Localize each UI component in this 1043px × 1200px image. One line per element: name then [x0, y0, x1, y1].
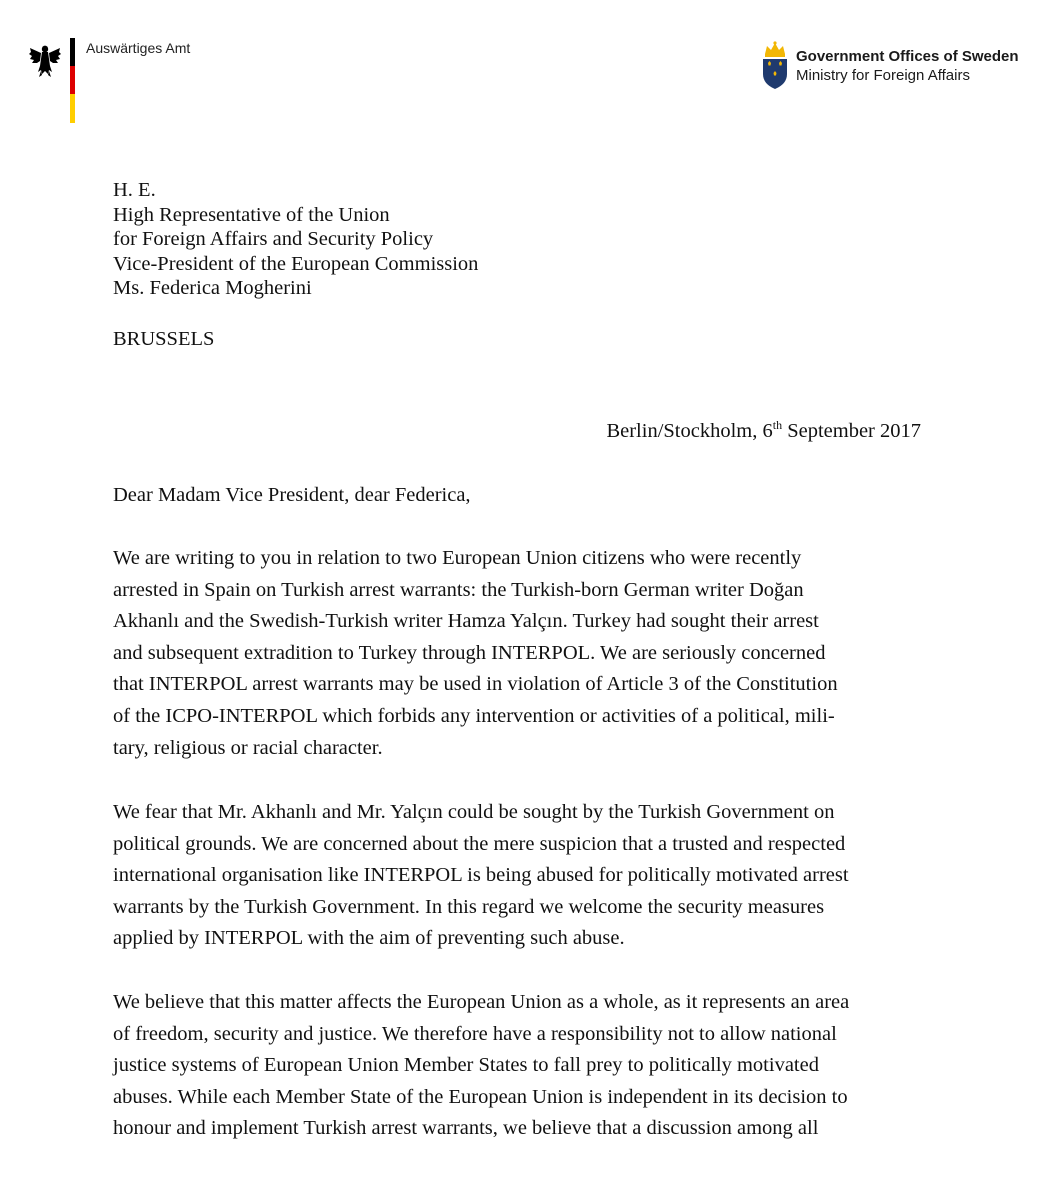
paragraph-line: We fear that Mr. Akhanlı and Mr. Yalçın could be sought by the Turkish Government on: [113, 801, 835, 823]
paragraph-line: warrants by the Turkish Government. In this regard we welcome the security measures: [113, 895, 825, 918]
body-paragraph-3: [113, 987, 893, 1145]
paragraph-line: honour and implement Turkish arrest warrants, we believe that a discussion among all: [113, 1117, 819, 1140]
swedish-government-name: Government Offices of Sweden: [796, 48, 1019, 65]
swedish-government-header: [760, 40, 1030, 96]
dateline-ordinal: th: [772, 418, 783, 432]
german-flag-bar: [70, 38, 75, 123]
paragraph-line: of freedom, security and justice. We therefore have a responsibility not to allow national: [113, 1022, 837, 1045]
recipient-address: [113, 178, 478, 301]
paragraph-line: We believe that this matter affects the European Union as a whole, as it represents an area: [113, 991, 850, 1013]
body-paragraph-2: [113, 797, 893, 955]
paragraph-line: abuses. While each Member State of the European Union is independent in its decision to: [113, 1085, 848, 1108]
paragraph-line: Akhanlı and the Swedish-Turkish writer Hamza Yalçın. Turkey had sought their arrest: [113, 610, 819, 633]
paragraph-line: arrested in Spain on Turkish arrest warrants: the Turkish-born German writer Doğan: [113, 578, 804, 601]
paragraph-line: justice systems of European Union Member States to fall prey to politically motivated: [113, 1054, 819, 1077]
german-ministry-name: Auswärtiges Amt: [86, 40, 191, 56]
salutation: Dear Madam Vice President, dear Federica,: [113, 484, 471, 506]
paragraph-line: political grounds. We are concerned about the mere suspicion that a trusted and respected: [113, 832, 846, 855]
address-line: H. E.: [113, 179, 156, 201]
paragraph-line: We are writing to you in relation to two European Union citizens who were recently: [113, 547, 802, 569]
german-foreign-office-header: [28, 38, 248, 128]
flag-stripe-red: [70, 66, 75, 94]
address-line: Vice-President of the European Commission: [113, 252, 479, 275]
dateline-suffix: September 2017: [782, 420, 921, 442]
address-line: Ms. Federica Mogherini: [113, 277, 312, 299]
paragraph-line: that INTERPOL arrest warrants may be used in violation of Article 3 of the Constitution: [113, 673, 838, 696]
swedish-ministry-name: Ministry for Foreign Affairs: [796, 67, 970, 84]
dateline-prefix: Berlin/Stockholm, 6: [606, 420, 773, 442]
paragraph-line: of the ICPO-INTERPOL which forbids any intervention or activities of a political, mili-: [113, 704, 835, 727]
paragraph-line: and subsequent extradition to Turkey through INTERPOL. We are seriously concerned: [113, 641, 826, 664]
body-paragraph-1: [113, 543, 893, 764]
flag-stripe-gold: [70, 94, 75, 123]
paragraph-line: applied by INTERPOL with the aim of preventing such abuse.: [113, 927, 625, 950]
address-line: High Representative of the Union: [113, 203, 390, 226]
swedish-coat-of-arms-icon: [760, 40, 790, 90]
paragraph-line: international organisation like INTERPOL is being abused for politically motivated arrest: [113, 864, 849, 887]
paragraph-line: tary, religious or racial character.: [113, 736, 383, 759]
federal-eagle-icon: [28, 42, 62, 78]
flag-stripe-black: [70, 38, 75, 66]
dateline: [606, 420, 921, 443]
address-line: for Foreign Affairs and Security Policy: [113, 228, 434, 250]
recipient-city: BRUSSELS: [113, 328, 215, 350]
